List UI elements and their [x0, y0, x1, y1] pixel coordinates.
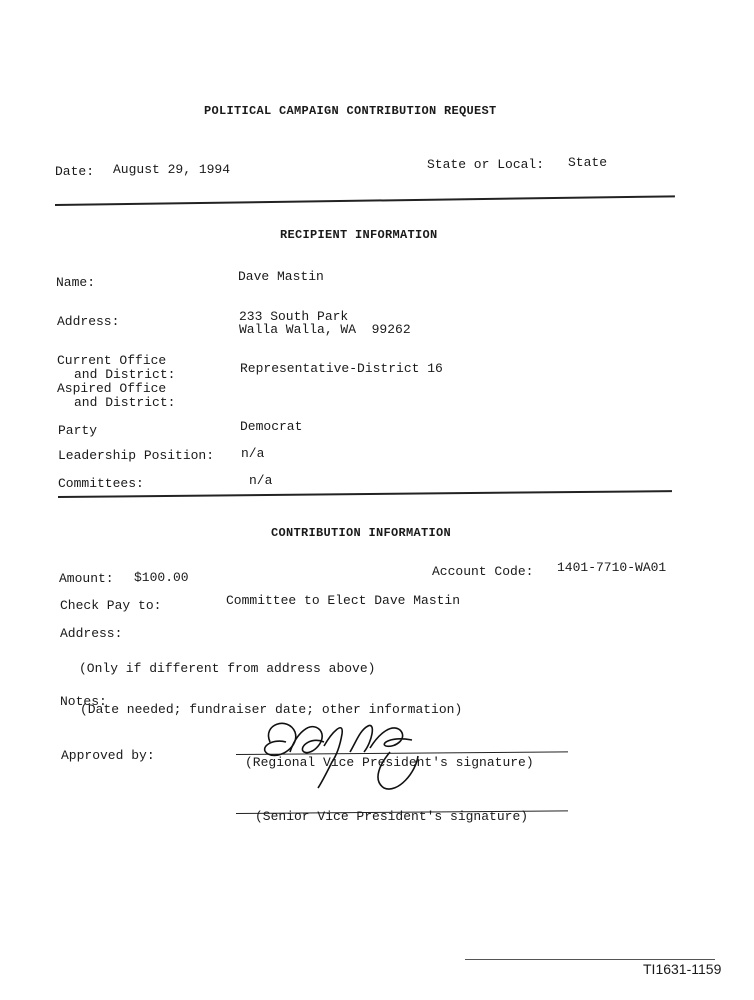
- senior-signature-caption: (Senior Vice President's signature): [255, 809, 529, 824]
- current-office-label-2: and District:: [74, 367, 176, 382]
- account-code-label: Account Code:: [432, 564, 534, 579]
- name-label: Name:: [56, 275, 96, 290]
- leadership-label: Leadership Position:: [58, 448, 215, 463]
- contribution-heading: CONTRIBUTION INFORMATION: [271, 526, 452, 540]
- footer-rule: [465, 959, 715, 960]
- header-divider: [55, 195, 675, 205]
- recipient-heading: RECIPIENT INFORMATION: [280, 228, 438, 242]
- state-or-local-label: State or Local:: [427, 157, 545, 172]
- date-label: Date:: [55, 164, 95, 179]
- document-title: POLITICAL CAMPAIGN CONTRIBUTION REQUEST: [204, 104, 497, 118]
- party-value: Democrat: [240, 419, 303, 434]
- date-value: August 29, 1994: [113, 162, 231, 177]
- recipient-divider: [58, 490, 672, 497]
- amount-label: Amount:: [59, 571, 114, 586]
- state-or-local-value: State: [568, 155, 608, 170]
- contribution-address-label: Address:: [60, 626, 123, 641]
- committees-value: n/a: [249, 473, 273, 488]
- office-value: Representative-District 16: [240, 361, 443, 376]
- approved-by-label: Approved by:: [61, 748, 155, 763]
- party-label: Party: [58, 423, 98, 438]
- account-code-value: 1401-7710-WA01: [557, 560, 667, 575]
- regional-signature-caption: (Regional Vice President's signature): [245, 755, 534, 770]
- check-pay-label: Check Pay to:: [60, 598, 162, 613]
- current-office-label-1: Current Office: [57, 353, 167, 368]
- aspired-office-label-2: and District:: [74, 395, 176, 410]
- amount-value: $100.00: [134, 570, 189, 585]
- notes-label: Notes:: [60, 694, 107, 709]
- contribution-address-note: (Only if different from address above): [79, 661, 376, 676]
- aspired-office-label-1: Aspired Office: [57, 381, 167, 396]
- handwritten-signature: [240, 712, 440, 792]
- name-value: Dave Mastin: [238, 269, 324, 284]
- leadership-value: n/a: [241, 446, 265, 461]
- address-line-2: Walla Walla, WA 99262: [239, 322, 411, 337]
- check-pay-value: Committee to Elect Dave Mastin: [226, 593, 461, 608]
- notes-hint: (Date needed; fundraiser date; other information): [80, 702, 463, 717]
- address-line-1: 233 South Park: [239, 309, 349, 324]
- committees-label: Committees:: [58, 476, 144, 491]
- address-label: Address:: [57, 314, 120, 329]
- document-code: TI1631-1159: [643, 961, 722, 977]
